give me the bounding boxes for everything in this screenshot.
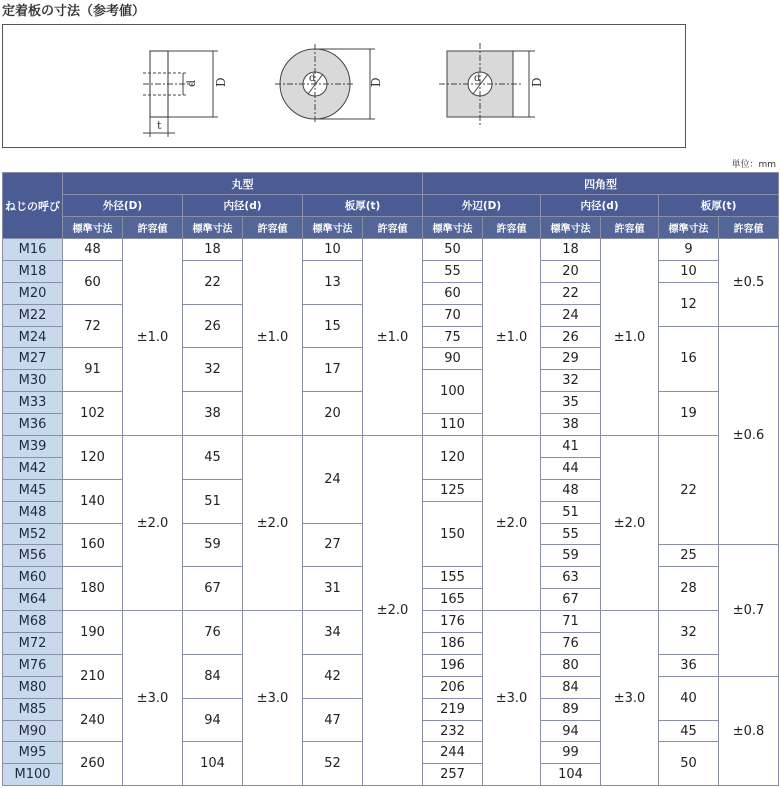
square-outer-value: 165 [423,589,483,611]
square-outer-value: 90 [423,348,483,370]
square-inner-value: 94 [541,720,601,742]
header-round-inner: 内径(d) [183,195,303,217]
header-round: 丸型 [63,173,423,195]
round-outer-value: 240 [63,698,123,742]
label-d-square: d [474,73,481,84]
square-inner-tolerance: ±3.0 [601,611,659,786]
square-outer-value: 186 [423,633,483,655]
round-plate-drawing [275,44,375,124]
square-thick-value: 25 [659,545,719,567]
round-thick-value: 10 [303,239,363,261]
square-inner-value: 38 [541,414,601,436]
row-name: M30 [3,370,63,392]
header-tol: 許容値 [363,217,423,239]
square-outer-value: 196 [423,654,483,676]
header-tol: 許容値 [243,217,303,239]
header-name: ねじの呼び [3,173,63,239]
row-name: M100 [3,764,63,786]
round-inner-value: 38 [183,392,243,436]
label-D-square: D [530,77,544,87]
square-outer-value: 60 [423,282,483,304]
round-outer-value: 190 [63,611,123,655]
row-name: M22 [3,304,63,326]
square-inner-value: 89 [541,698,601,720]
header-round-thick: 板厚(t) [303,195,423,217]
row-name: M39 [3,436,63,458]
square-inner-value: 71 [541,611,601,633]
square-thick-value: 45 [659,720,719,742]
square-outer-value: 155 [423,567,483,589]
label-D-round: D [369,77,383,87]
dimension-diagram [2,24,686,148]
square-inner-value: 104 [541,764,601,786]
round-outer-value: 60 [63,260,123,304]
square-outer-value: 244 [423,742,483,764]
round-inner-value: 45 [183,436,243,480]
dimension-drawings [3,25,687,149]
row-name: M48 [3,501,63,523]
row-name: M20 [3,282,63,304]
row-name: M80 [3,676,63,698]
header-square-inner: 内径(d) [541,195,659,217]
round-thick-value: 52 [303,742,363,786]
square-outer-value: 100 [423,370,483,414]
unit-label: 単位：mm [731,160,776,170]
row-name: M56 [3,545,63,567]
round-inner-value: 76 [183,611,243,655]
round-inner-tolerance: ±1.0 [243,239,303,436]
round-inner-tolerance: ±2.0 [243,436,303,611]
row-name: M64 [3,589,63,611]
row-name: M24 [3,326,63,348]
round-outer-value: 72 [63,304,123,348]
row-name: M18 [3,260,63,282]
square-thick-value: 36 [659,654,719,676]
square-outer-value: 50 [423,239,483,261]
row-name: M95 [3,742,63,764]
square-inner-value: 84 [541,676,601,698]
round-thick-value: 24 [303,436,363,524]
row-name: M16 [3,239,63,261]
round-outer-value: 160 [63,523,123,567]
label-t: t [157,119,162,132]
row-name: M36 [3,414,63,436]
round-outer-tolerance: ±3.0 [123,611,183,786]
dimension-table [2,172,779,786]
square-thick-value: 10 [659,260,719,282]
round-outer-tolerance: ±2.0 [123,436,183,611]
square-inner-value: 26 [541,326,601,348]
row-name: M76 [3,654,63,676]
square-thick-value: 19 [659,392,719,436]
round-inner-value: 94 [183,698,243,742]
round-thick-value: 20 [303,392,363,436]
header-std: 標準寸法 [63,217,123,239]
round-thick-value: 13 [303,260,363,304]
round-outer-value: 48 [63,239,123,261]
round-outer-value: 140 [63,479,123,523]
header-square-thick: 板厚(t) [659,195,779,217]
page-title: 定着板の寸法（参考値） [2,4,146,19]
square-inner-value: 24 [541,304,601,326]
square-inner-value: 35 [541,392,601,414]
square-thick-value: 50 [659,742,719,786]
round-inner-value: 18 [183,239,243,261]
square-outer-value: 206 [423,676,483,698]
round-inner-value: 32 [183,348,243,392]
square-inner-value: 20 [541,260,601,282]
label-D-side: D [214,77,228,87]
square-inner-value: 44 [541,457,601,479]
round-thick-value: 47 [303,698,363,742]
row-name: M33 [3,392,63,414]
round-thick-value: 42 [303,654,363,698]
square-inner-value: 76 [541,633,601,655]
square-outer-value: 219 [423,698,483,720]
header-tol: 許容値 [719,217,779,239]
round-thick-value: 27 [303,523,363,567]
square-thick-value: 32 [659,611,719,655]
square-outer-value: 75 [423,326,483,348]
square-outer-value: 120 [423,436,483,480]
square-thick-value: 28 [659,567,719,611]
square-thick-value: 40 [659,676,719,720]
row-name: M85 [3,698,63,720]
square-inner-tolerance: ±1.0 [601,239,659,436]
label-d-round: d [309,73,316,84]
header-square-outer: 外辺(D) [423,195,541,217]
square-outer-value: 55 [423,260,483,282]
square-outer-value: 110 [423,414,483,436]
round-outer-value: 91 [63,348,123,392]
square-outer-tolerance: ±1.0 [483,239,541,436]
row-name: M27 [3,348,63,370]
square-thick-value: 16 [659,326,719,392]
square-outer-value: 70 [423,304,483,326]
round-outer-value: 102 [63,392,123,436]
round-inner-tolerance: ±3.0 [243,611,303,786]
round-outer-tolerance: ±1.0 [123,239,183,436]
round-inner-value: 59 [183,523,243,567]
row-name: M42 [3,457,63,479]
round-thick-value: 34 [303,611,363,655]
round-inner-value: 22 [183,260,243,304]
side-view-drawing [143,51,218,137]
row-name: M90 [3,720,63,742]
square-thick-value: 9 [659,239,719,261]
square-thick-tolerance: ±0.7 [719,545,779,676]
square-thick-value: 12 [659,282,719,326]
round-outer-value: 260 [63,742,123,786]
square-outer-value: 125 [423,479,483,501]
header-std: 標準寸法 [303,217,363,239]
row-name: M45 [3,479,63,501]
round-thick-tolerance: ±2.0 [363,436,423,786]
header-tol: 許容値 [483,217,541,239]
square-outer-tolerance: ±2.0 [483,436,541,611]
round-inner-value: 26 [183,304,243,348]
square-inner-value: 18 [541,239,601,261]
square-inner-value: 29 [541,348,601,370]
square-inner-value: 32 [541,370,601,392]
square-inner-value: 63 [541,567,601,589]
square-inner-value: 41 [541,436,601,458]
table-row [3,436,779,458]
square-inner-value: 48 [541,479,601,501]
square-inner-value: 55 [541,523,601,545]
header-std: 標準寸法 [541,217,601,239]
round-outer-value: 180 [63,567,123,611]
header-std: 標準寸法 [183,217,243,239]
table-row [3,239,779,261]
header-tol: 許容値 [601,217,659,239]
header-std: 標準寸法 [659,217,719,239]
square-plate-drawing [439,43,535,125]
round-inner-value: 51 [183,479,243,523]
header-round-outer: 外径(D) [63,195,183,217]
round-inner-value: 84 [183,654,243,698]
square-inner-value: 51 [541,501,601,523]
row-name: M68 [3,611,63,633]
square-outer-value: 176 [423,611,483,633]
square-thick-value: 22 [659,436,719,545]
round-thick-value: 15 [303,304,363,348]
square-thick-tolerance: ±0.6 [719,326,779,545]
square-thick-tolerance: ±0.5 [719,239,779,327]
row-name: M72 [3,633,63,655]
square-outer-value: 232 [423,720,483,742]
row-name: M60 [3,567,63,589]
label-d-side: d [185,79,198,87]
square-inner-value: 99 [541,742,601,764]
square-inner-value: 22 [541,282,601,304]
header-tol: 許容値 [123,217,183,239]
square-inner-value: 59 [541,545,601,567]
round-outer-value: 210 [63,654,123,698]
square-outer-tolerance: ±3.0 [483,611,541,786]
round-inner-value: 104 [183,742,243,786]
row-name: M52 [3,523,63,545]
round-thick-tolerance: ±1.0 [363,239,423,436]
round-inner-value: 67 [183,567,243,611]
square-outer-value: 150 [423,501,483,567]
header-square: 四角型 [423,173,779,195]
square-inner-value: 80 [541,654,601,676]
round-thick-value: 17 [303,348,363,392]
square-outer-value: 257 [423,764,483,786]
round-thick-value: 31 [303,567,363,611]
header-std: 標準寸法 [423,217,483,239]
square-thick-tolerance: ±0.8 [719,676,779,785]
round-outer-value: 120 [63,436,123,480]
square-inner-value: 67 [541,589,601,611]
square-inner-tolerance: ±2.0 [601,436,659,611]
